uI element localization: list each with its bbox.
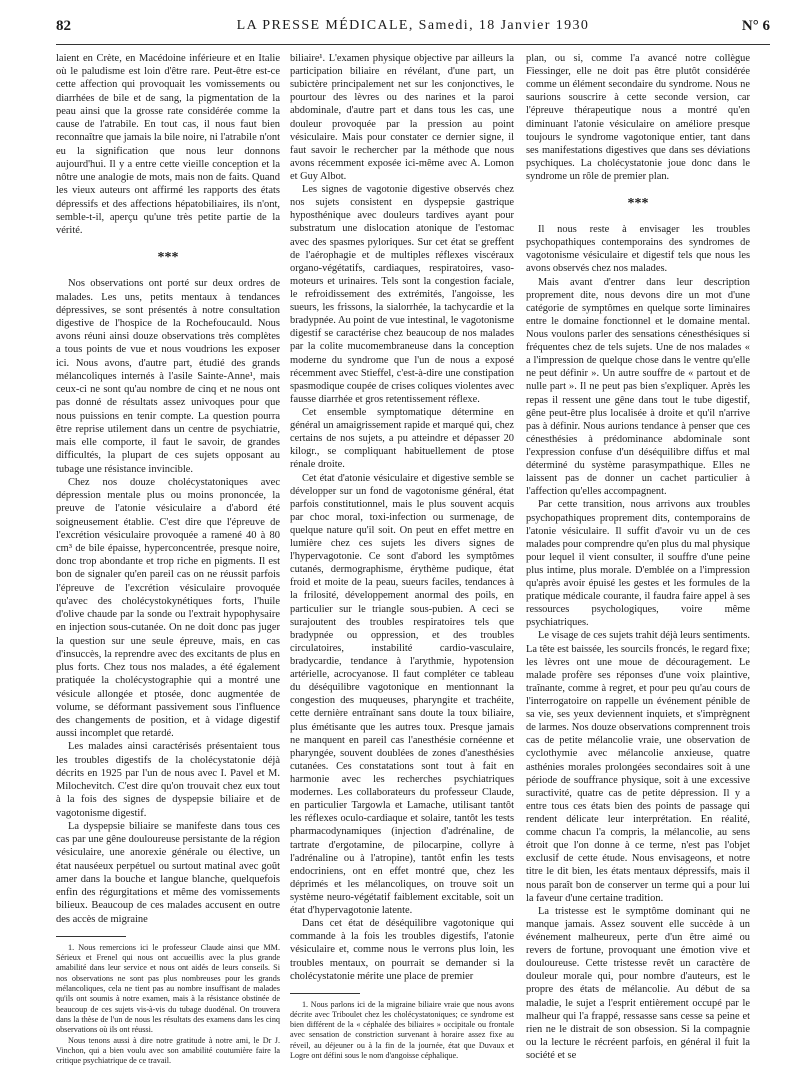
journal-title: LA PRESSE MÉDICALE, Samedi, 18 Janvier 1930 <box>236 18 590 33</box>
paragraph: Les malades ainsi caractérisés présentaient tous les troubles digestifs de la cholécystatonie déjà décrits en 1925 par l'un de nous avec I. Pavel et M. Milochevitch. C'est dire qu'on trouvait chez eux tout à la fois des signes de dyspepsie biliaire et de vagotonisme digestif. <box>56 741 280 819</box>
paragraph: Dans cet état de déséquilibre vagotonique qui commande à la fois les troubles digestifs, l'atonie vésiculaire et, comme nous le verrons plus loin, les troubles mentaux, on pourrait se demander si la cholécystatonie mérite une place de premier <box>290 918 514 982</box>
paragraph: Il nous reste à envisager les troubles psychopathiques contemporains des syndromes de vagotonisme vésiculaire et digestif tels que nous les avons observés chez nos malades. <box>526 224 750 275</box>
footnote: 1. Nous parlons ici de la migraine biliaire vraie que nous avons décrite avec Triboulet chez les cholécystatoniques; ce syndrome est bien différent de la « céphalée des biliaires » occipitale ou frontale avec sensation de constriction survenant à horaire assez fixe au réveil, au déjeuner ou à la fin de la journée, état que Duvaux et Logre ont défini sous le nom d'angoisse céphalique. <box>290 999 514 1060</box>
footnote: 1. Nous remercions ici le professeur Claude ainsi que MM. Sérieux et Frenel qui nous ont accueillis avec la plus grande amabilité dans leur service et nous ont aidés de leurs conseils. Si nos observations ne sont pas plus nombreuses pour les grands mélancoliques, cela ne tient pas au nombre insuffisant de malades qu'ils ont soumis à notre examen, mais à la résistance obstinée de beaucoup de ces sujets vis-à-vis du tubage duodénal. On trouvera dans la thèse de l'un de nous les résultats des examens dans les cinq observations où ils ont réussi. <box>56 942 280 1035</box>
paragraph: Cet ensemble symptomatique détermine en général un amaigrissement rapide et marqué qui, chez certains de nos sujets, a pu atteindre et dépasser 20 kilogr., se compliquant habituellement de ptose rénale droite. <box>290 406 514 471</box>
footnote-rule <box>290 993 360 994</box>
paragraph: laient en Crète, en Macédoine inférieure et en Italie où le paludisme est loin d'être rare. Peut-être est-ce cette affection qui provoquait les vomissements ou diarrhées de bile et de sang, la pigmentation de la peau ainsi que la grosse rate considérée comme la cause de l'atrabile. En tout cas, il nous faut bien reconnaître que jamais la bile noire, ni l'atrabile n'ont eu la signification que nous leur donnons aujourd'hui. Il y a entre cette vieille conception et la nôtre une analogie de mots, mais non de faits. Quand les vieux auteurs ont affirmé les rapports des états dépressifs et des affections hépatobiliaires, ils n'ont, semble-t-il, aperçu qu'une très petite partie de la vérité. <box>56 53 280 237</box>
issue-number: N° 6 <box>741 18 770 34</box>
paragraph: biliaire¹. L'examen physique objective par ailleurs la participation biliaire en révélant, d'une part, un subictère principalement net sur les conjonctives, le pourtour des lèvres ou des narines et la paroi abdominale, d'autre part et dans tous les cas, une douleur provoquée par la pression au point vésiculaire. Mais pour constater ce dernier signe, il faut savoir le rechercher par la méthode que nous avons récemment exposée ici-même avec A. Lomon et Guy Albot. <box>290 53 514 182</box>
paragraph: Nos observations ont porté sur deux ordres de malades. Les uns, petits mentaux à tendances dépressives, se sont présentés à notre consultation digestive de l'hospice de la Rochefoucauld. Nous avons réuni ainsi douze observations très complètes a tous points de vue et nous voudrions les exposer ici. Nous avons, d'autre part, étudié des grands mélancoliques internés à l'asile Sainte-Anne¹, mais ceux-ci ne sont qu'au nombre de cinq et ne nous ont pas donné de résultats assez univoques pour que nous puissions en tenir compte. La question pourra être reprise utilement dans un centre de psychiatrie, mais elle comporte, il faut le savoir, de grandes difficultés, la plupart de ces sujets opposant au tubage une résistance invincible. <box>56 278 280 475</box>
footnote: Nous tenons aussi à dire notre gratitude à notre ami, le Dr J. Vinchon, qui a bien voulu avec son amabilité coutumière faire la critique psychiatrique de ce travail. <box>56 1035 280 1066</box>
paragraph: Cet état d'atonie vésiculaire et digestive semble se développer sur un fond de vagotonisme général, état parfois constitutionnel, mais le plus souvent acquis par choc moral, toxi-infection ou surmenage, de quelque nature qu'il soit. On peut en effet mettre en lumière chez ces sujets les divers signes de l'hypervagotonie. Ce sont d'abord les symptômes cutanés, dermographisme, érythème pudique, état froid et moite de la peau, sueurs faciles, tendances à la frilosité, développement anormal des poils, en particulier sur le triangle sous-pubien. A ceci se surajoutent des troubles respiratoires tels que bradypnée ou oppression, et des troubles circulatoires, instabilité cardio-vasculaire, bradycardie, tendance à l'arythmie, hypotension artérielle, acrocyanose. Il faut compléter ce tableau du déséquilibre vagotonique en mentionnant la congestion des muqueuses, pharyngite et trachéite, cette dernière entraînant sans doute la toux biliaire, plus émétisante que les autres toux. Presque jamais ne manquent en pareil cas l'anesthésie cornéenne et pharyngée, souvent doublées de zones d'anesthésies cutanées. Ces constatations sont tout à fait en harmonie avec les recherches psychiatriques modernes. Les collaborateurs du professeur Claude, en particulier Targowla et Lamache, utilisant tantôt les réflexes oculo-cardiaque et solaire, tantôt les tests pharmacodynamiques (injection d'adrénaline, de tartrate d'ergotamine, de pilocarpine, collyre à l'adrénaline ou à l'atropine), tantôt enfin les tests endocriniens, ont en effet montré que, chez les déprimés et les mélancoliques, on trouve soit un système neuro-végétatif faiblement excitable, soit un état d'hypervagotonie latente. <box>290 472 514 917</box>
column-1 <box>56 52 280 1067</box>
paragraph: Mais avant d'entrer dans leur description proprement dite, nous devons dire un mot d'une catégorie de symptômes en quelque sorte liminaires entre le domaine fonctionnel et le domaine mental. Nous voulons parler des sensations cénesthésiques si fréquentes chez de tels sujets. Une de nos malades « a l'impression de quelque chose dans le ventre qu'elle ne peut définir ». Un autre souffre de « partout et de nulle part ». Il ne peut pas bien s'expliquer. Après les repas il ressent une gêne dans tout le tube digestif, gêne peut-être plus localisée à droite et qu'il n'arrive pas à définir. Nous aurions tendance à penser que ces cénesthésies à prédominance abdominale sont l'expression confuse d'un déséquilibre diffus et mal déterminé du système parasympathique. Elles ne laissent pas de donner un cachet particulier à l'affection qu'elles accompagnent. <box>526 276 750 498</box>
header-rule <box>56 44 770 45</box>
column-3 <box>526 52 750 1062</box>
paragraph: La dyspepsie biliaire se manifeste dans tous ces cas par une gêne douloureuse persistante de la région vésiculaire, une anorexie générale ou élective, un état nauséeux perpétuel ou surtout matinal avec goût amer dans la bouche et langue blanche, quelquefois enfin des régurgitations et même des vomissements bilieux. Beaucoup de ces malades accusent en outre des accès de migraine <box>56 820 280 925</box>
page-number: 82 <box>56 18 71 34</box>
column-2 <box>290 52 514 1061</box>
page-header <box>56 18 770 40</box>
paragraph: plan, ou si, comme l'a avancé notre collègue Fiessinger, elle ne doit pas être plutôt considérée comme un élément secondaire du syndrome. Nous ne saurions souscrire à cette seconde version, car l'épreuve thérapeutique nous a montré qu'en diminuant l'atonie vésiculaire on améliore presque toujours le syndrome vagotonique entier, tant dans ses manifestations digestives que dans ses déviations psychiques. La cholécystatonie joue donc dans le syndrome un rôle de premier plan. <box>526 53 750 182</box>
paragraph: Par cette transition, nous arrivons aux troubles psychopathiques proprement dits, contemporains de l'atonie vésiculaire. Il suffit d'avoir vu un de ces malades pour comprendre qu'en plus du mal physique pour lequel il vient consulter, il souffre d'une peine plus intime, plus morale. D'emblée on a l'impression qu'après avoir épuisé les gestes et les formules de la pratique médicale courante, il faudra faire appel à ses ressources psychologiques, voire même psychiatriques. <box>526 499 750 629</box>
paragraph: Chez nos douze cholécystatoniques avec dépression mentale plus ou moins prononcée, la preuve de l'atonie vésiculaire a d'abord été soigneusement établie. C'est dire que l'épreuve de l'excrétion vésiculaire provoquée a ramené 40 à 80 cm³ de bile épaisse, hyperconcentrée, presque noire, donc trop abondante et trop riche en pigments. Il est bon de signaler qu'en pareil cas on ne réussit parfois l'épreuve de l'excrétion vésiculaire provoquée qu'avec des cholécystokynétiques forts, l'huile d'olive chaude par la sonde ou l'extrait hypophysaire en injection sous-cutanée. On ne doit donc pas juger la question sur une seule épreuve, mais, en cas d'insuccès, la reprendre avec des excitants de plus en plus forts. Chez tous nos malades, a été également pratiquée la cholécystographie qui a montré une vésicule allongée et ptosée, donc augmentée de volume, se déformant passivement sous l'influence des changements de position, et à vidage digestif aussi incomplet que retardé. <box>56 476 280 740</box>
section-separator: *** <box>627 196 649 212</box>
section-separator: *** <box>157 250 179 266</box>
paragraph: Le visage de ces sujets trahit déjà leurs sentiments. La tête est baissée, les sourcils froncés, le regard fixe; les lèvres ont une moue de découragement. Le malade profère ses réponses d'une voix plaintive, traînante, comme à regret, et pour peu qu'au cours de l'interrogatoire on rappelle un événement pénible de sa vie, ses yeux deviennent inquiets, et s'imprègnent de larmes. Nos douze observations comprennent trois cas de petite mélancolie vraie, une observation de cyclothymie avec mélancolie anxieuse, quatre asthénies morales prolongées secondaires soit à une période de souffrance physique, soit à une excessive suractivité, quatre cas de petite dépression. Il y a entre tous ces états bien des points de passage qui rendent délicate leur interprétation. En réalité, comme chacun l'a compris, la mélancolie, au sens étroit que l'on donne à ce terme, n'est pas l'objet exclusif de cette étude. Nous envisageons, et notre titre le dit bien, les états mentaux dépressifs, mais il nous paraît bon de conserver un terme qui a pour lui la faveur d'une certaine tradition. <box>526 630 750 904</box>
paragraph: Les signes de vagotonie digestive observés chez nos sujets consistent en dyspepsie gastrique hyposthénique avec douleurs tardives ayant pour substratum une dislocation atonique de l'estomac avec des spasmes pyloriques. Sur cet état se greffent de l'aérophagie et de multiples réflexes viscéraux organo-végétatifs, cardiaques, respiratoires, vaso-moteurs et urinaires. Tels sont la congestion faciale, le refroidissement des extrémités, l'angoisse, les sueurs, les frissons, la sialorrhée, la tachycardie et la bradypnée. Au point de vue intestinal, le vagotonisme digestif se caractérise chez beaucoup de nos malades par la colite mucomembraneuse dans la conception moderne du syndrome que l'un de nous a exposé récemment avec Stieffel, c'est-à-dire une constipation spasmodique coupée de crises coliques violentes avec fausse diarrhée et gros retentissement réflexe. <box>290 184 514 405</box>
footnote-rule <box>56 936 126 937</box>
paragraph: La tristesse est le symptôme dominant qui ne manque jamais. Assez souvent elle succède à un événement malheureux, perte d'un être aimé ou revers de fortune, provoquant une émotion vive et douloureuse. Cette tristesse revêt un caractère de douleur morale qui, pour nombre d'auteurs, est le propre des états de mélancolie. Au début de sa maladie, le sujet a l'esprit entièrement occupé par le malheur qui l'a frappé, ressasse sans cesse sa peine et rien ne le distrait de son obsession. Si la compagnie ou la lecture le récréent parfois, en général il fuit la société et se <box>526 905 750 1061</box>
